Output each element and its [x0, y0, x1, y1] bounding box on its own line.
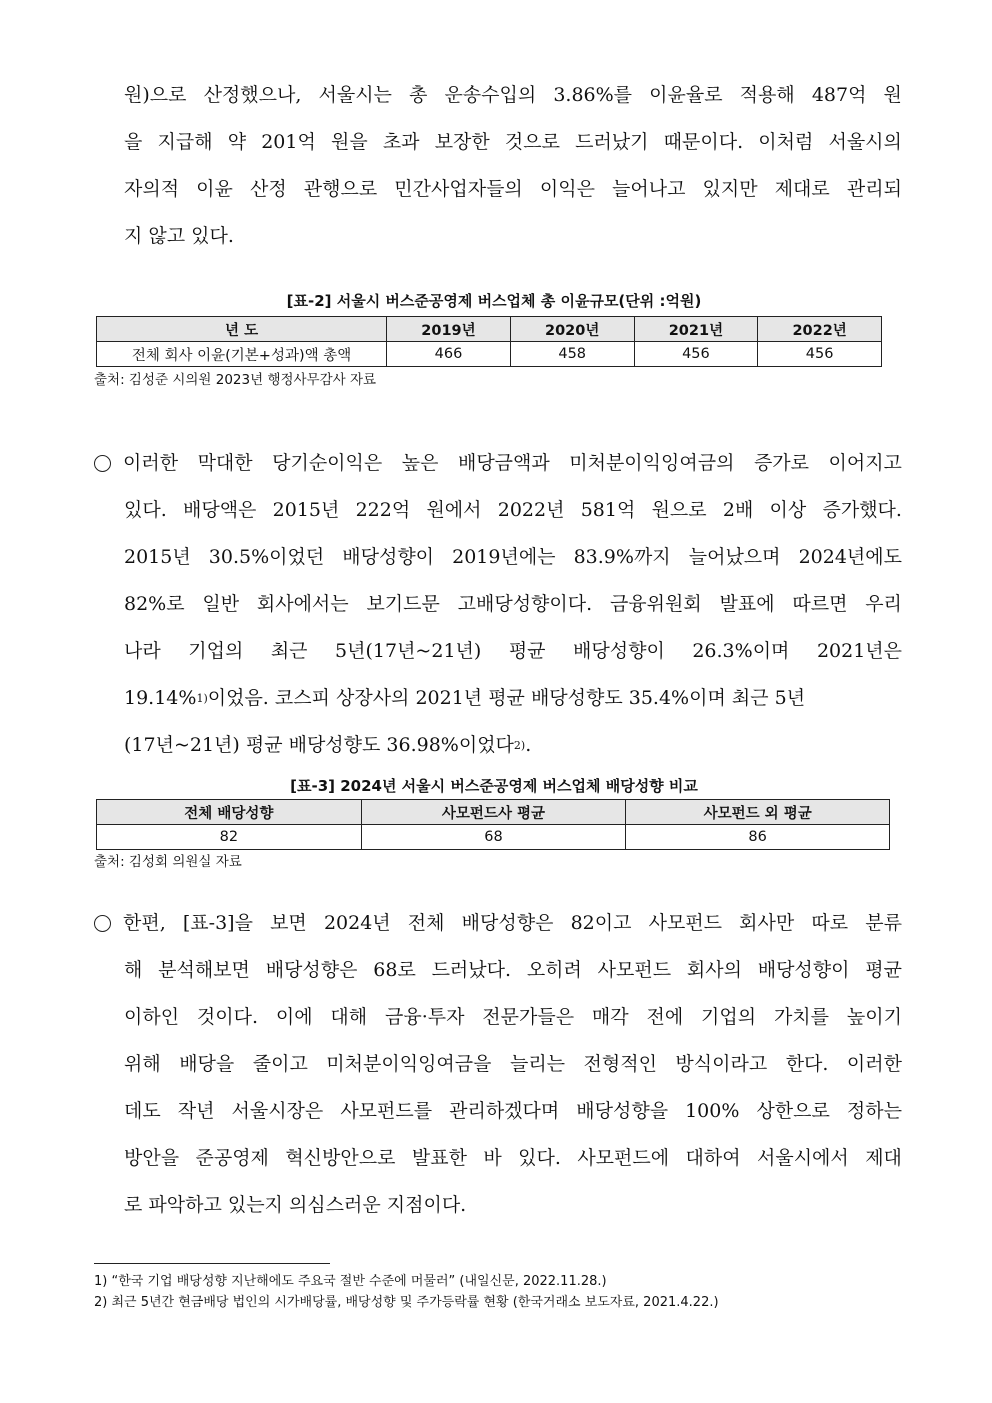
paragraph-line	[94, 534, 902, 581]
word: 이상	[769, 499, 807, 521]
word: 사모펀드	[648, 912, 723, 934]
table-header-cell: 2021년	[634, 317, 758, 342]
word: 고배당성향이다.	[457, 593, 593, 615]
word: [표-3]을	[182, 912, 253, 934]
word: 기업의	[188, 640, 244, 662]
text-span: 19.14%	[124, 687, 197, 709]
word: 때문이다.	[663, 131, 744, 153]
footnote-1: 1) “한국 기업 배당성향 지난해에도 주요국 절반 수준에 머물러” (내일신문, 2022.11.28.)	[94, 1274, 607, 1289]
word: 데도	[124, 1100, 161, 1122]
word: 2022년	[497, 499, 565, 521]
word: 있지만	[702, 178, 758, 200]
paragraph-line: (17년~21년) 평균 배당성향도 36.98%이었다 2) .	[94, 722, 902, 769]
word: 분류	[865, 912, 902, 934]
word: 금융위원회	[609, 593, 702, 615]
paragraph-line: 19.14% 1) 이었음. 코스피 상장사의 2021년 평균 배당성향도 35.4%이며 최근 5년	[94, 675, 902, 722]
word: 바	[483, 1147, 502, 1169]
paragraph-2	[94, 440, 902, 769]
word: 제대	[865, 1147, 902, 1169]
word: 83.9%까지	[573, 546, 671, 568]
word: 자의적	[124, 178, 180, 200]
word: 배당액은	[182, 499, 257, 521]
paragraph-3	[94, 900, 902, 1229]
table-cell: 82	[97, 825, 362, 850]
word: 나라	[124, 640, 161, 662]
table-header-cell: 사모펀드 외 평균	[626, 800, 890, 825]
word: 전체	[407, 912, 445, 934]
word: 배당성향을	[576, 1100, 669, 1122]
word: 정하는	[846, 1100, 902, 1122]
word: 원	[883, 84, 902, 106]
word: 드러났기	[575, 131, 649, 153]
word: 이러한	[846, 1053, 902, 1075]
word: 운송수입의	[444, 84, 537, 106]
word: 서울시장은	[231, 1100, 324, 1122]
table-3	[96, 799, 890, 850]
word: 이익은	[539, 178, 595, 200]
word: 이하인	[124, 1006, 180, 1028]
word: 증가했다.	[822, 499, 902, 521]
word: 원)으로	[124, 84, 187, 106]
word: 총	[409, 84, 428, 106]
word: 금융·투자	[384, 1006, 465, 1028]
word: 이에	[275, 1006, 313, 1028]
word: 68로	[373, 959, 416, 981]
word: 배당성향이	[342, 546, 435, 568]
word: 100%	[685, 1100, 740, 1122]
word: 최근	[270, 640, 308, 662]
word: 늘어나고	[612, 178, 686, 200]
table-cell: 86	[626, 825, 890, 850]
word: 한편,	[123, 912, 166, 934]
word: 것으로	[504, 131, 560, 153]
paragraph-line	[94, 72, 902, 119]
word: 적용해	[739, 84, 795, 106]
word: 발표한	[411, 1147, 467, 1169]
table-cell: 458	[510, 342, 634, 367]
table-header-cell: 년 도	[97, 317, 387, 342]
word: 2015년	[272, 499, 340, 521]
word: 혁신방안으로	[285, 1147, 396, 1169]
word: 전형적인	[583, 1053, 657, 1075]
word: 증가로	[753, 452, 809, 474]
word: 2015년	[124, 546, 191, 568]
word: 2019년에는	[452, 546, 556, 568]
paragraph-line	[123, 440, 902, 487]
table-header-cell: 2022년	[758, 317, 882, 342]
paragraph-line: 지 않고 있다.	[124, 225, 234, 247]
word: 따로	[811, 912, 849, 934]
word: 2024년에도	[798, 546, 902, 568]
table-row	[97, 342, 882, 367]
word: 높은	[401, 452, 439, 474]
word: 을	[124, 131, 143, 153]
table-3-caption: [표-3] 2024년 서울시 버스준공영제 버스업체 배당성향 비교	[290, 777, 698, 795]
word: 2배	[722, 499, 754, 521]
paragraph-line	[94, 947, 902, 994]
table-header-cell: 2019년	[387, 317, 511, 342]
word: 581억	[580, 499, 636, 521]
word: 관리되	[846, 178, 902, 200]
table-2-caption: [표-2] 서울시 버스준공영제 버스업체 총 이윤규모(단위 :억원)	[286, 292, 702, 310]
word: 높이기	[846, 1006, 902, 1028]
word: 있다.	[518, 1147, 561, 1169]
word: 이어지고	[828, 452, 902, 474]
word: 대해	[330, 1006, 368, 1028]
word: 지급해	[157, 131, 213, 153]
word: 이처럼	[758, 131, 814, 153]
word: 배당성향이	[573, 640, 665, 662]
word: 초과	[382, 131, 420, 153]
word: 있다.	[124, 499, 167, 521]
word: 드러났다.	[431, 959, 512, 981]
paragraph-line	[94, 487, 902, 534]
word: 사모펀드에	[577, 1147, 670, 1169]
paragraph-line	[94, 994, 902, 1041]
text-span: (17년~21년) 평균 배당성향도 36.98%이었다	[124, 734, 514, 756]
text-span: .	[525, 734, 532, 756]
word: 관행으로	[303, 178, 378, 200]
word: 매각	[591, 1006, 629, 1028]
word: 26.3%이며	[692, 640, 790, 662]
word: 방안을	[124, 1147, 180, 1169]
word: 이윤	[196, 178, 233, 200]
paragraph-line	[94, 166, 902, 213]
paragraph-line	[94, 1135, 902, 1182]
word: 회사의	[686, 959, 742, 981]
table-cell: 466	[387, 342, 511, 367]
word: 2021년은	[816, 640, 902, 662]
word: 방식이라고	[675, 1053, 768, 1075]
footnote-2: 2) 최근 5년간 현금배당 법인의 시가배당률, 배당성향 및 주가등락률 현황 (한국거래소 보도자료, 2021.4.22.)	[94, 1295, 719, 1310]
circle-bullet-icon	[94, 455, 111, 472]
word: 늘어났으며	[688, 546, 781, 568]
paragraph-line	[123, 900, 902, 947]
paragraph-line	[94, 1041, 902, 1088]
word: 작년	[177, 1100, 215, 1122]
table-3-source: 출처: 김성회 의원실 자료	[94, 854, 242, 870]
word: 준공영제	[195, 1147, 269, 1169]
word: 2024년	[323, 912, 391, 934]
word: 약	[227, 131, 247, 153]
word: 서울시에서	[757, 1147, 849, 1169]
paragraph-line	[94, 581, 902, 628]
word: 보기드문	[366, 593, 440, 615]
word: 82%로	[124, 593, 185, 615]
word: 원을	[330, 131, 368, 153]
word: 평균	[508, 640, 546, 662]
word: 오히려	[526, 959, 582, 981]
word: 222억	[355, 499, 411, 521]
table-header-cell: 전체 배당성향	[97, 800, 362, 825]
paragraph-line	[94, 628, 902, 675]
word: 배당을	[179, 1053, 235, 1075]
word: 미처분이익잉여금을	[326, 1053, 492, 1075]
table-row	[97, 825, 890, 850]
word: 보면	[270, 912, 307, 934]
word: 늘리는	[509, 1053, 566, 1075]
table-header-cell: 사모펀드사 평균	[361, 800, 626, 825]
word: 대하여	[685, 1147, 741, 1169]
word: 한다.	[785, 1053, 829, 1075]
table-2-source: 출처: 김성준 시의원 2023년 행정사무감사 자료	[94, 372, 377, 388]
word: 제대로	[774, 178, 830, 200]
word: 해	[124, 959, 143, 981]
word: 배당성향은	[265, 959, 358, 981]
word: 배당금액과	[457, 452, 550, 474]
word: 201억	[261, 131, 316, 153]
word: 서울시는	[318, 84, 392, 106]
word: 5년(17년~21년)	[335, 640, 482, 662]
table-header-cell: 2020년	[510, 317, 634, 342]
word: 회사만	[739, 912, 795, 934]
word: 민간사업자들의	[394, 178, 523, 200]
footnote-divider	[94, 1263, 330, 1264]
word: 산정했으나,	[203, 84, 302, 106]
word: 이윤율로	[649, 84, 723, 106]
word: 3.86%를	[553, 84, 633, 106]
word: 전에	[646, 1006, 684, 1028]
table-cell: 68	[361, 825, 626, 850]
word: 것이다.	[196, 1006, 259, 1028]
word: 산정	[249, 178, 287, 200]
table-2	[96, 316, 882, 367]
word: 원으로	[651, 499, 707, 521]
word: 보장한	[434, 131, 490, 153]
word: 기업의	[701, 1006, 757, 1028]
word: 발표에	[719, 593, 775, 615]
circle-bullet-icon	[94, 915, 111, 932]
table-cell: 456	[758, 342, 882, 367]
word: 487억	[811, 84, 867, 106]
word: 막대한	[197, 452, 253, 474]
word: 회사에서는	[256, 593, 349, 615]
word: 따르면	[792, 593, 848, 615]
word: 관리하겠다며	[449, 1100, 560, 1122]
word: 위해	[124, 1053, 161, 1075]
word: 가치를	[773, 1006, 830, 1028]
word: 30.5%이었던	[208, 546, 325, 568]
paragraph-1	[94, 72, 902, 260]
word: 82이고	[570, 912, 632, 934]
word: 원에서	[426, 499, 482, 521]
word: 평균	[865, 959, 902, 981]
word: 미처분이익잉여금의	[569, 452, 735, 474]
word: 우리	[865, 593, 902, 615]
word: 배당성향이	[757, 959, 850, 981]
word: 분석해보면	[158, 959, 250, 981]
word: 상한으로	[756, 1100, 830, 1122]
word: 전문가들은	[482, 1006, 575, 1028]
paragraph-line	[94, 1088, 902, 1135]
paragraph-line	[94, 119, 902, 166]
table-cell: 456	[634, 342, 758, 367]
word: 당기순이익은	[272, 452, 383, 474]
paragraph-line: 로 파악하고 있는지 의심스러운 지점이다.	[124, 1194, 467, 1216]
word: 서울시의	[828, 131, 902, 153]
table-cell: 전체 회사 이윤(기본+성과)액 총액	[97, 342, 387, 367]
text-span: 이었음. 코스피 상장사의 2021년 평균 배당성향도 35.4%이며 최근 5년	[207, 687, 806, 709]
word: 배당성향은	[461, 912, 554, 934]
word: 일반	[202, 593, 240, 615]
word: 이러한	[123, 452, 179, 474]
word: 사모펀드	[597, 959, 672, 981]
word: 사모펀드를	[340, 1100, 433, 1122]
word: 줄이고	[252, 1053, 308, 1075]
